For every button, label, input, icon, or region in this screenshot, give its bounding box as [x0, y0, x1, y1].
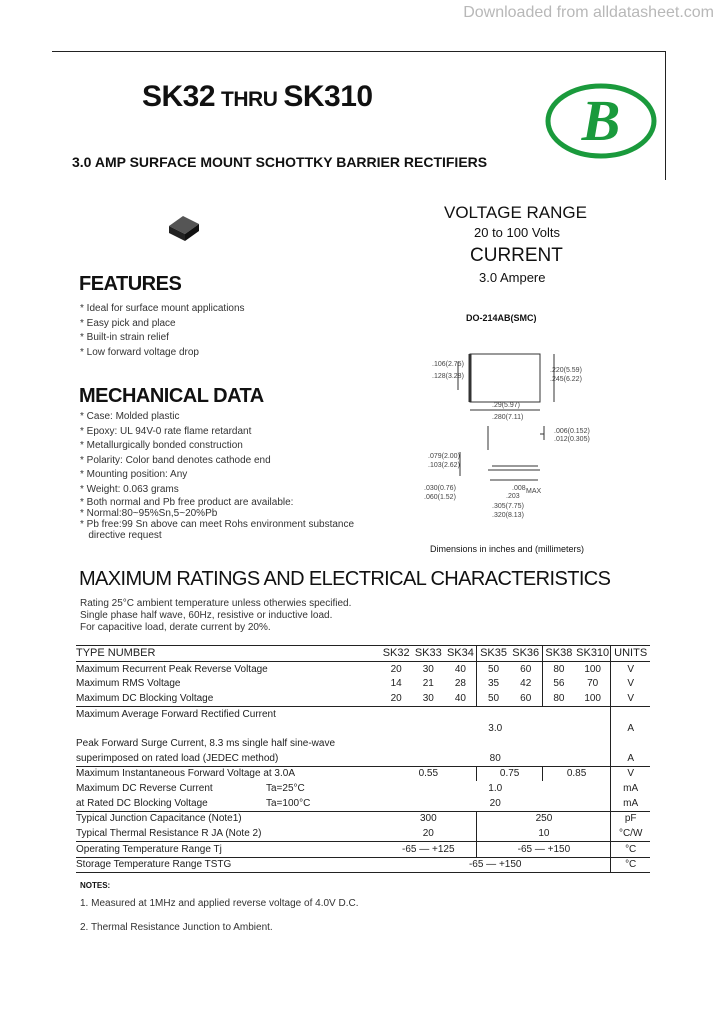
- cell: 28: [454, 678, 466, 690]
- row-desc: Maximum Average Forward Rectified Current: [76, 706, 380, 721]
- row-desc: Typical Thermal Resistance R JA (Note 2): [76, 828, 262, 840]
- current-title: CURRENT: [470, 245, 563, 266]
- header-part: SK38: [542, 646, 575, 662]
- cell: 80: [489, 752, 501, 764]
- dim-text: MAX: [526, 488, 542, 495]
- unit-cell: V: [611, 676, 650, 691]
- header-part: SK36: [510, 646, 543, 662]
- header-units: UNITS: [611, 646, 650, 662]
- table-row: [76, 661, 650, 676]
- unit-cell: A: [611, 751, 650, 766]
- dim-text: .320(8.13): [492, 512, 524, 519]
- list-item: * Mounting position: Any: [80, 469, 188, 480]
- table-row: [76, 676, 650, 691]
- cell: 20: [390, 663, 402, 675]
- dim-text: .280(7.11): [492, 414, 524, 421]
- unit-cell: °C/W: [611, 826, 650, 841]
- list-item: * Built-in strain relief: [80, 332, 169, 343]
- table-row: [76, 857, 650, 873]
- cell: 300: [380, 811, 477, 826]
- watermark-text: Downloaded from alldatasheet.com: [463, 4, 714, 21]
- title-thru: THRU: [221, 88, 278, 111]
- header-part: SK34: [444, 646, 477, 662]
- cell: 3.0: [488, 723, 503, 735]
- dim-text: .079(2.00): [428, 453, 460, 460]
- rating-condition: Single phase half wave, 60Hz, resistive or inductive load.: [80, 610, 333, 621]
- unit-cell: °C: [611, 857, 650, 873]
- features-list: [80, 302, 245, 360]
- cell: 30: [422, 692, 434, 704]
- row-desc: Maximum RMS Voltage: [76, 678, 181, 690]
- right-divider: [665, 52, 666, 180]
- table-row: [76, 736, 650, 751]
- voltage-range-value: 20 to 100 Volts: [474, 225, 561, 240]
- dim-text: .030(0.76): [424, 485, 456, 492]
- table-row: [76, 781, 650, 796]
- table-row: [76, 796, 650, 811]
- row-desc-continued: superimposed on rated load (JEDEC method): [76, 752, 279, 764]
- features-heading: FEATURES: [79, 273, 182, 295]
- cell: 100: [584, 692, 601, 704]
- note-item: 1. Measured at 1MHz and applied reverse voltage of 4.0V D.C.: [80, 898, 359, 909]
- cell: 30: [422, 663, 434, 675]
- unit-cell: V: [611, 691, 650, 706]
- row-desc: Maximum DC Blocking Voltage: [76, 692, 214, 704]
- cell: 100: [584, 663, 601, 675]
- cell: -65 — +150: [380, 857, 611, 873]
- header-part: SK33: [412, 646, 444, 662]
- cell: 80: [542, 661, 575, 676]
- current-value: 3.0 Ampere: [479, 270, 546, 285]
- title-part-start: SK32: [142, 80, 216, 113]
- dimension-note: Dimensions in inches and (millimeters): [430, 544, 585, 554]
- dim-text: .006(0.152): [554, 428, 590, 435]
- voltage-range-title: VOLTAGE RANGE: [444, 203, 587, 222]
- table-row: [76, 766, 650, 781]
- list-item: * Case: Molded plastic: [80, 411, 180, 422]
- row-desc: Storage Temperature Range TSTG: [76, 857, 380, 873]
- cell: 20: [422, 828, 434, 840]
- header-part: SK32: [380, 646, 412, 662]
- dim-text: .103(2.62): [428, 462, 460, 469]
- notes-heading: NOTES:: [80, 881, 111, 890]
- cell: 50: [477, 661, 510, 676]
- dim-text: .305(7.75): [492, 503, 524, 510]
- max-ratings-heading: MAXIMUM RATINGS AND ELECTRICAL CHARACTERISTICS: [79, 568, 611, 590]
- cell: 20: [489, 797, 501, 809]
- dim-text: .220(5.59): [550, 367, 582, 374]
- list-item: * Both normal and Pb free product are available:: [80, 497, 294, 508]
- mechanical-list: [80, 410, 354, 541]
- table-row: [76, 826, 650, 841]
- rating-condition: For capacitive load, derate current by 20%.: [80, 622, 271, 633]
- row-desc: Maximum Recurrent Peak Reverse Voltage: [76, 663, 268, 675]
- brand-logo: [545, 82, 657, 160]
- page-title: [142, 80, 373, 114]
- unit-cell: pF: [611, 811, 650, 826]
- list-item: * Easy pick and place: [80, 317, 176, 329]
- dim-text: .008: [512, 485, 526, 492]
- dim-text: .060(1.52): [424, 494, 456, 501]
- cell: 1.0: [488, 783, 503, 795]
- row-desc-text: at Rated DC Blocking Voltage: [76, 797, 208, 809]
- package-label: DO-214AB(SMC): [466, 313, 537, 323]
- cell: 35: [477, 676, 510, 691]
- list-item: * Ideal for surface mount applications: [80, 303, 245, 314]
- rating-conditions: [80, 598, 351, 634]
- table-row: [76, 841, 650, 857]
- row-desc: [76, 781, 380, 796]
- cell: 70: [587, 678, 599, 690]
- unit-cell: mA: [611, 781, 650, 796]
- row-desc: [76, 796, 380, 811]
- mechanical-heading: MECHANICAL DATA: [79, 385, 264, 407]
- table-row: [76, 751, 650, 766]
- table-row: [76, 811, 650, 826]
- header-type: TYPE NUMBER: [76, 646, 380, 662]
- unit-cell: V: [611, 766, 650, 781]
- top-divider: [52, 51, 666, 52]
- cell: 60: [520, 692, 532, 704]
- header-part: SK310: [576, 647, 610, 660]
- dim-text: .245(6.22): [550, 376, 582, 383]
- dim-text: .203: [506, 493, 520, 500]
- row-desc: Peak Forward Surge Current, 8.3 ms single half sine-wave: [76, 737, 336, 749]
- condition-text: Ta=25°C: [266, 783, 305, 795]
- condition-text: Ta=100°C: [266, 797, 311, 809]
- cell: 40: [454, 692, 466, 704]
- cell: -65 — +125: [380, 841, 477, 857]
- list-item: * Metallurgically bonded construction: [80, 440, 243, 451]
- unit-cell: V: [611, 661, 650, 676]
- cell: 21: [422, 678, 434, 690]
- cell: 40: [454, 663, 466, 675]
- unit-cell: °C: [611, 841, 650, 857]
- ratings-table: [76, 645, 650, 873]
- rating-condition: Rating 25°C ambient temperature unless otherwies specified.: [80, 598, 352, 609]
- dim-text: .128(3.28): [432, 373, 464, 380]
- list-item: * Low forward voltage drop: [80, 346, 199, 358]
- header-part: SK35: [477, 646, 510, 662]
- row-desc: Maximum Instantaneous Forward Voltage at 3.0A: [76, 766, 380, 781]
- list-item: * Weight: 0.063 grams: [80, 483, 179, 495]
- component-chip-image: [167, 214, 201, 242]
- table-row: [76, 706, 650, 721]
- row-desc-text: Maximum DC Reverse Current: [76, 783, 213, 795]
- list-item: * Normal:80~95%Sn,5~20%Pb: [80, 508, 218, 519]
- dim-text: .106(2.75): [432, 361, 464, 368]
- cell: 10: [477, 826, 611, 841]
- note-item: 2. Thermal Resistance Junction to Ambient.: [80, 922, 273, 933]
- dim-text: .012(0.305): [554, 436, 590, 443]
- list-item: directive request: [80, 530, 162, 541]
- cell: 0.75: [477, 766, 542, 781]
- unit-cell: mA: [611, 796, 650, 811]
- cell: 80: [542, 691, 575, 706]
- cell: 42: [520, 678, 532, 690]
- cell: -65 — +150: [477, 841, 611, 857]
- cell: 56: [542, 676, 575, 691]
- cell: 14: [390, 678, 402, 690]
- row-desc: Operating Temperature Range Tj: [76, 841, 380, 857]
- cell: 20: [390, 692, 402, 704]
- table-row: [76, 691, 650, 706]
- cell: 0.55: [380, 766, 477, 781]
- table-row: [76, 721, 650, 736]
- package-outline-diagram: [420, 330, 610, 540]
- table-header-row: [76, 646, 650, 662]
- logo-letter: B: [581, 88, 621, 153]
- cell: 250: [477, 811, 611, 826]
- cell: 50: [477, 691, 510, 706]
- cell: 60: [520, 663, 532, 675]
- page-subtitle: 3.0 AMP SURFACE MOUNT SCHOTTKY BARRIER RECTIFIERS: [72, 154, 488, 170]
- row-desc: Typical Junction Capacitance (Note1): [76, 811, 380, 826]
- cell: 0.85: [542, 766, 611, 781]
- list-item: * Pb free:99 Sn above can meet Rohs environment substance: [80, 519, 355, 530]
- dim-text: .29(5.97): [492, 402, 521, 409]
- list-item: * Polarity: Color band denotes cathode end: [80, 454, 271, 466]
- unit-cell: A: [611, 721, 650, 736]
- title-part-end: SK310: [283, 80, 373, 113]
- list-item: * Epoxy: UL 94V-0 rate flame retardant: [80, 425, 252, 437]
